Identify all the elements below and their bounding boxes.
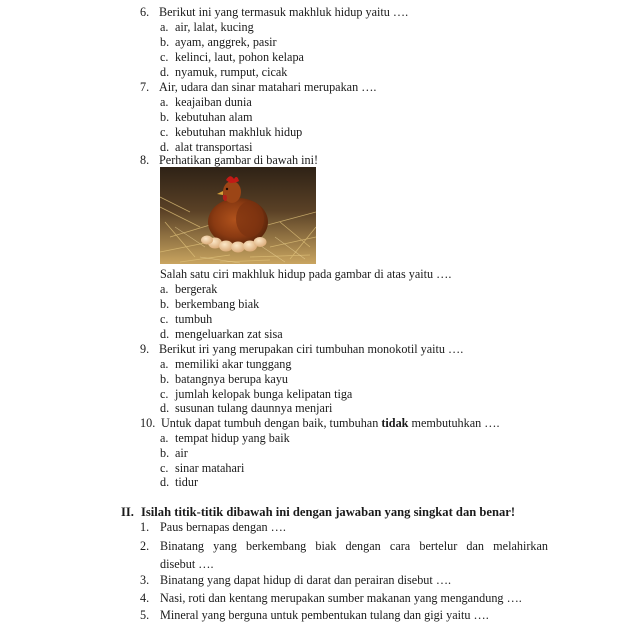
- section-number: II.: [121, 505, 134, 519]
- option-text: kelinci, laut, pohon kelapa: [175, 50, 304, 64]
- question-number: 8.: [140, 153, 150, 167]
- option-text: nyamuk, rumput, cicak: [175, 65, 288, 79]
- option-9c: [160, 387, 352, 402]
- option-text: batangnya berupa kayu: [175, 372, 289, 386]
- option-9b: [160, 372, 288, 387]
- question-text: Berikut iri yang merupakan ciri tumbuhan monokotil yaitu ….: [159, 342, 464, 356]
- question-number: 6.: [140, 5, 150, 19]
- option-letter: a.: [160, 357, 169, 371]
- question-6: [140, 5, 408, 20]
- option-letter: b.: [160, 35, 170, 49]
- option-letter: a.: [160, 95, 169, 109]
- option-text: kebutuhan makhluk hidup: [175, 125, 303, 139]
- option-letter: b.: [160, 372, 170, 386]
- option-letter: a.: [160, 431, 169, 445]
- option-8b: [160, 297, 259, 312]
- question-text: Berikut ini yang termasuk makhluk hidup yaitu ….: [159, 5, 409, 19]
- option-letter: d.: [160, 475, 170, 489]
- option-8c: [160, 312, 212, 327]
- option-text: susunan tulang daunnya menjari: [175, 401, 333, 415]
- option-letter: b.: [160, 297, 170, 311]
- question-7: [140, 80, 376, 95]
- question-8-stem: Salah satu ciri makhluk hidup pada gambar di atas yaitu ….: [160, 267, 452, 281]
- question-10: [140, 416, 500, 431]
- question-number: 1.: [140, 520, 150, 534]
- option-text: bergerak: [175, 282, 218, 296]
- option-9d: [160, 401, 332, 416]
- essay-question-1: [140, 518, 548, 536]
- question-number: 4.: [140, 591, 150, 605]
- question-text-pre: Untuk dapat tumbuh dengan baik, tumbuhan: [161, 416, 382, 430]
- option-text: air, lalat, kucing: [175, 20, 254, 34]
- option-text: tidur: [175, 475, 199, 489]
- essay-question-5: [140, 606, 548, 624]
- option-letter: b.: [160, 110, 170, 124]
- question-text: Paus bernapas dengan ….: [160, 520, 286, 534]
- option-text: tumbuh: [175, 312, 213, 326]
- question-number: 9.: [140, 342, 150, 356]
- option-6c: [160, 50, 304, 65]
- question-text: Binatang yang berkembang biak dengan cara bertelur dan melahirkan: [160, 539, 548, 553]
- question-number: 7.: [140, 80, 150, 94]
- option-7c: [160, 125, 302, 140]
- option-text: jumlah kelopak bunga kelipatan tiga: [175, 387, 353, 401]
- option-8d: [160, 327, 283, 342]
- question-text-bold: tidak: [381, 416, 409, 430]
- question-text-cont: disebut ….: [160, 557, 214, 571]
- option-10b: [160, 446, 188, 461]
- question-number: 10.: [140, 416, 156, 430]
- question-text-post: membutuhkan ….: [408, 416, 500, 430]
- question-9: [140, 342, 463, 357]
- option-6d: [160, 65, 287, 80]
- essay-question-3: [140, 571, 548, 589]
- option-letter: c.: [160, 312, 169, 326]
- option-letter: c.: [160, 387, 169, 401]
- question-number: 5.: [140, 608, 150, 622]
- option-letter: c.: [160, 50, 169, 64]
- option-8a: [160, 282, 217, 297]
- option-text: ayam, anggrek, pasir: [175, 35, 277, 49]
- option-letter: a.: [160, 282, 169, 296]
- option-letter: c.: [160, 461, 169, 475]
- question-text: Binatang yang dapat hidup di darat dan perairan disebut ….: [160, 573, 452, 587]
- question-number: 3.: [140, 573, 150, 587]
- section-instruction: Isilah titik-titik dibawah ini dengan jawaban yang singkat dan benar!: [141, 505, 516, 519]
- question-text: Perhatikan gambar di bawah ini!: [159, 153, 319, 167]
- option-letter: d.: [160, 401, 170, 415]
- option-10a: [160, 431, 290, 446]
- hen-on-nest-image: [160, 167, 316, 264]
- option-6a: [160, 20, 254, 35]
- question-text: Air, udara dan sinar matahari merupakan ….: [159, 80, 377, 94]
- option-text: tempat hidup yang baik: [175, 431, 290, 445]
- option-letter: d.: [160, 65, 170, 79]
- question-text: Nasi, roti dan kentang merupakan sumber makanan yang mengandung ….: [160, 591, 522, 605]
- essay-question-4: [140, 589, 548, 607]
- question-number: 2.: [140, 539, 150, 553]
- option-7b: [160, 110, 253, 125]
- option-text: air: [175, 446, 188, 460]
- question-text: Mineral yang berguna untuk pembentukan tulang dan gigi yaitu ….: [160, 608, 489, 622]
- option-letter: c.: [160, 125, 169, 139]
- option-letter: d.: [160, 140, 170, 154]
- option-letter: a.: [160, 20, 169, 34]
- option-text: kebutuhan alam: [175, 110, 253, 124]
- option-10d: [160, 475, 198, 490]
- option-7a: [160, 95, 252, 110]
- option-letter: b.: [160, 446, 170, 460]
- question-8: [140, 153, 318, 168]
- option-text: alat transportasi: [175, 140, 253, 154]
- option-letter: d.: [160, 327, 170, 341]
- option-text: mengeluarkan zat sisa: [175, 327, 283, 341]
- option-9a: [160, 357, 291, 372]
- option-text: berkembang biak: [175, 297, 260, 311]
- option-10c: [160, 461, 244, 476]
- option-text: memiliki akar tunggang: [175, 357, 292, 371]
- essay-question-2: [140, 537, 548, 573]
- option-6b: [160, 35, 277, 50]
- option-text: keajaiban dunia: [175, 95, 252, 109]
- option-text: sinar matahari: [175, 461, 245, 475]
